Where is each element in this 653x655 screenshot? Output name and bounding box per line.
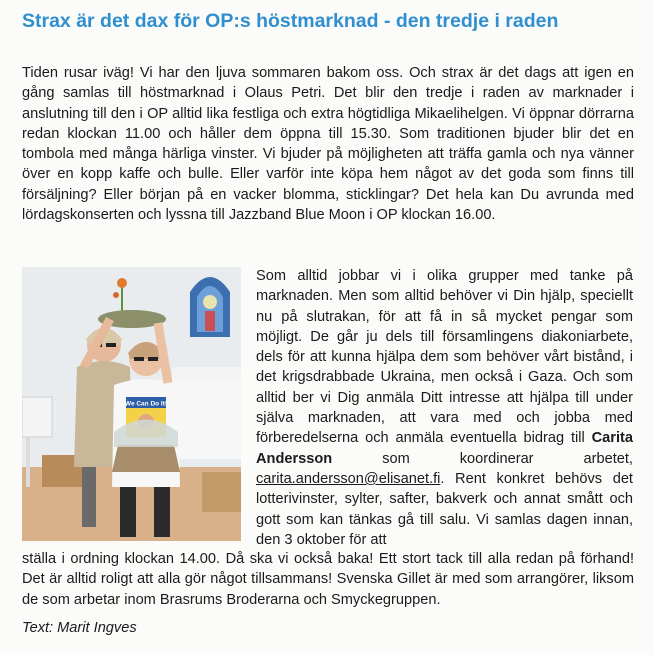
contact-email-link[interactable]: carita.andersson@elisanet.fi	[256, 470, 441, 487]
article-headline: Strax är det dax för OP:s höstmarknad - den tredje i raden	[22, 10, 559, 32]
closing-paragraph: ställa i ordning klockan 14.00. Då ska vi också baka! Ett stort tack till alla redan på förhand! Det är alltid roligt att alla gör något tillsammans! Svenska Gillet är med som arrangörer, liksom de som arbetar inom Brasrums Broderarna och Smyckegruppen.	[22, 551, 634, 608]
market-photo	[22, 267, 241, 541]
article-byline: Text: Marit Ingves	[22, 620, 137, 636]
shirt-print-text: We Can Do It!	[124, 400, 168, 408]
photo-illustration	[22, 267, 241, 541]
paragraph-text-end: . Rent konkret behövs det lotterivinster, sylter, safter, bakverk och annat smått och gott som kan tänkas gå till salu. Vi samlas dagen innan, den 3 oktober för att	[256, 470, 633, 548]
main-paragraph	[256, 266, 633, 550]
paragraph-text-middle: som koordinerar arbetet,	[382, 450, 633, 467]
contact-name: Carita Andersson	[256, 430, 633, 467]
intro-paragraph: Tiden rusar iväg! Vi har den ljuva sommaren bakom oss. Och strax är det dags att igen en gång samlas till höstmarknad i Olaus Petri. Det blir den tredje i raden av marknader i anslutning till den i OP alltid lika festliga och extra högtidliga Mikaelihelgen. Vi öppnar dörrarna redan klockan 11.00 och håller dem öppna till 15.30. Som traditionen bjuder blir det en tombola med många härliga vinster. Vi bjuder på möjligheten att träffa gamla och nya vänner över en kopp kaffe och bulle. Eller varför inte köpa hem något av det goda som finns till försäljning? Eller början på en vacker blomma, sticklingar? Det hela kan Du avrunda med lördagskonserten och lyssna till Jazzband Blue Moon i OP klockan 16.00.	[22, 65, 634, 224]
paragraph-text-start: Som alltid jobbar vi i olika grupper med tanke på marknaden. Men som alltid behöver vi Din hjälp, speciellt nu på slutrakan, för att få in så mycket pengar som möjligt. De går ju dels till församlingens diakoniarbete, dels för att kunna hjälpa dem som behöver vårt bistånd, i det krigsdrabbade Ukraina, men också i Gaza. Och som alltid ber vi Dig anmäla Ditt intresse att hjälpa till under själva marknaden, att vara med och jobba med förberedelserna och anmäla eventuella bidrag till	[256, 268, 633, 447]
